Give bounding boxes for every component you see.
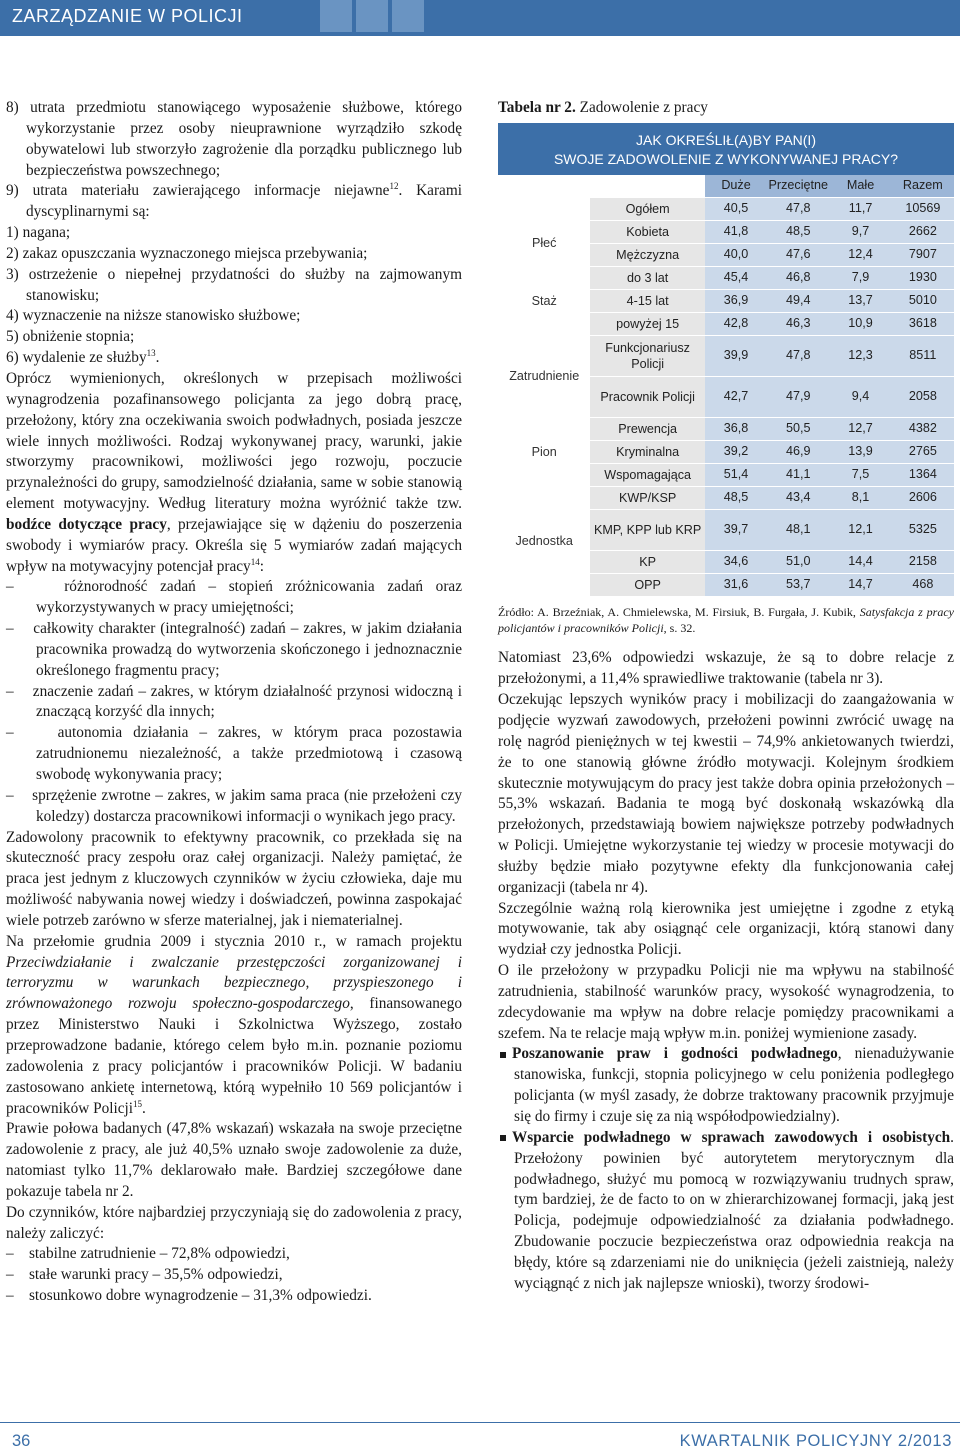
table-cell: 46,9 <box>767 441 829 464</box>
table-header-row <box>498 175 954 198</box>
column-header: Duże <box>705 175 767 198</box>
table-row <box>498 221 954 244</box>
paragraph: Na przełomie grudnia 2009 i stycznia 2010 r., w ramach projektu Przeciwdziałanie i zwalczanie przestępczości zorganizowanej i terroryzmu w warunkach bezpiecznego, przyspieszonego i zrównoważonego rozwoju społeczno-gospodarczego, finansowanego przez Ministerstwo Nauki i Szkolnictwa Wyższego, zostało przeprowadzone badanie, którego celem było m.in. poznanie poziomu zadowolenia z pracy policjantów i pracowników Policji. W badaniu zastosowano ankietę internetową, którą wypełniło 10 569 policjantów i pracowników Policji$^{15}$. <box>6 932 462 1117</box>
table-row <box>498 336 954 377</box>
table-cell: 47,9 <box>767 377 829 418</box>
row-label: Ogółem <box>590 198 705 221</box>
footer-divider <box>0 1422 960 1423</box>
table-cell: 48,5 <box>705 487 767 510</box>
column-header: Przeciętne <box>767 175 829 198</box>
table-cell: 43,4 <box>767 487 829 510</box>
table-cell: 47,6 <box>767 244 829 267</box>
table-cell: 9,7 <box>829 221 891 244</box>
list-item: 3) ostrzeżenie o niepełnej przydatności do służby na zajmowanym stanowisku; <box>6 265 462 304</box>
dash-item: – całkowity charakter (integralność) zadań – zakres, w jakim działania pracownika prowadzą do wytworzenia skończonego i jednoznacznie określonego fragmentu pracy; <box>6 620 462 679</box>
table-cell: 13,7 <box>829 290 891 313</box>
table-cell: 3618 <box>892 313 954 336</box>
dash-item: – stabilne zatrudnienie – 72,8% odpowiedzi, <box>6 1245 290 1263</box>
header-decor-square <box>320 0 352 32</box>
column-header: Małe <box>829 175 891 198</box>
paragraph: O ile przełożony w przypadku Policji nie ma wpływu na stabilność zatrudnienia, stabilność warunków pracy, wysokość wynagrodzenia, to zdecydowanie ma wpływ na dobre relacje pomiędzy pracownikami a szefem. Na te relacje mają wpływ m.in. poniżej wymienione zasady. <box>498 962 954 1042</box>
table-cell: 45,4 <box>705 267 767 290</box>
table-cell: 1930 <box>892 267 954 290</box>
table-cell: 14,7 <box>829 574 891 597</box>
table-cell: 1364 <box>892 464 954 487</box>
table-title: JAK OKREŚLIŁ(A)BY PAN(I) SWOJE ZADOWOLENIE Z WYKONYWANEJ PRACY? <box>498 123 954 175</box>
row-label: Kryminalna <box>590 441 705 464</box>
group-label: Płeć <box>498 221 590 267</box>
table-cell: 36,9 <box>705 290 767 313</box>
table-caption: Tabela nr 2. Zadowolenie z pracy <box>498 99 708 116</box>
row-label: Kobieta <box>590 221 705 244</box>
right-column <box>498 98 954 1295</box>
row-label: KP <box>590 551 705 574</box>
table-cell: 51,0 <box>767 551 829 574</box>
row-label: KMP, KPP lub KRP <box>590 510 705 551</box>
paragraph: Zadowolony pracownik to efektywny pracownik, co przekłada się na skuteczność pracy zespołu oraz całej organizacji. Należy pamiętać, że praca jest jednym z kluczowych czynników w życiu człowieka, daje mu możliwość nabywania nowej wiedzy i doświadczeń, powinna zaspokajać wiele potrzeb zarówno w sferze materialnej, jak i niematerialnej. <box>6 828 462 929</box>
bullet-item: Wsparcie podwładnego w sprawach zawodowych i osobistych. Przełożony powinien być autorytetem merytorycznym dla podwładnego, służyć mu pomocą w rozwiązywaniu trudnych spraw, tym bardziej, że de facto to on w zhierarchizowanej formacji, jaką jest Policja, podejmuje odpowiedzialność za działania podwładnego. Zbudowanie poczucie bezpieczeństwa oraz odpowiednia reakcja na błędy, które są zdarzeniami nie do uniknięcia (jeżeli zaistnieją, należy wyciągnąć z nich jak najlepsze wnioski), tworzy środowi- <box>498 1128 954 1295</box>
journal-name: KWARTALNIK POLICYJNY 2/2013 <box>679 1432 952 1450</box>
table-cell: 49,4 <box>767 290 829 313</box>
group-label: Staż <box>498 267 590 336</box>
table-cell: 40,0 <box>705 244 767 267</box>
table-row <box>498 267 954 290</box>
table-cell: 39,2 <box>705 441 767 464</box>
table-row <box>498 487 954 510</box>
table-cell: 47,8 <box>767 336 829 377</box>
table-cell: 46,8 <box>767 267 829 290</box>
table-cell: 8,1 <box>829 487 891 510</box>
row-label: do 3 lat <box>590 267 705 290</box>
table-row <box>498 198 954 221</box>
table-cell: 8511 <box>892 336 954 377</box>
table-cell: 41,8 <box>705 221 767 244</box>
table-cell: 48,5 <box>767 221 829 244</box>
paragraph: 9) utrata materiału zawierającego informacje niejawne$^{12}$. Karami dyscyplinarnymi są: <box>6 181 462 221</box>
bullet-item: Poszanowanie praw i godności podwładnego, nienadużywanie stanowiska, funkcji, stopnia policyjnego w celu poniżenia podległego policjanta (w myśl zasady, że dobrze traktowany pracownik przyjmuje się do firmy i czuje się za nią współodpowiedzialny). <box>498 1044 954 1127</box>
paragraph: Oprócz wymienionych, określonych w przepisach możliwości wynagrodzenia pozafinansowego policjanta za jego dobrą pracę, przełożony, który zna oczekiwania swoich podwładnych, posiada jeszcze wiele innych możliwości. Rodzaj wykonywanej pracy, warunki, jakie stworzymy pracownikowi, możliwości jego rozwoju, poczucie przynależności do grupy, samodzielność działania, same w sobie stanowią element motywacyjny. Według literatury można wyróżnić także tzw. bodźce dotyczące pracy, przejawiające się w dążeniu do poszerzenia swobody i wymiarów pracy. Określa się 5 wymiarów zadań mających wpływ na motywacyjny potencjał pracy$^{14}$: <box>6 369 462 575</box>
left-column <box>6 98 462 1307</box>
row-label: Funkcjonariusz Policji <box>590 336 705 377</box>
table-cell: 2058 <box>892 377 954 418</box>
group-label: Jednostka <box>498 487 590 597</box>
table-cell: 4382 <box>892 418 954 441</box>
table-cell: 47,8 <box>767 198 829 221</box>
paragraph: Oczekując lepszych wyników pracy i mobilizacji do zaangażowania w podjęcie wyzwań zawodowych, przełożeni powinni zwrócić uwagę na rolę nagród pieniężnych w tej kwestii – 74,9% ankietowanych twierdzi, że to one stanowią główne źródło motywacji. Kolejnym środkiem skutecznie motywującym do pracy jest także dobra opinia przełożonych – 55,3% wskazań. Badania te mogą być doskonałą wskazówką dla przełożonych, przedstawiają bowiem największe potrzeby podwładnych w Policji. Umiejętne wykorzystanie tej wiedzy w procesie motywacji do służby będzie miało pozytywne efekty dla funkcjonowania całej organizacji (tabela nr 4). <box>498 691 954 896</box>
table-cell: 7,9 <box>829 267 891 290</box>
group-label: Pion <box>498 418 590 487</box>
paragraph: Natomiast 23,6% odpowiedzi wskazuje, że są to dobre relacje z przełożonymi, a 11,4% sprawiedliwe traktowanie (tabela nr 3). <box>498 649 954 688</box>
table-cell: 12,1 <box>829 510 891 551</box>
table-cell: 50,5 <box>767 418 829 441</box>
row-label: OPP <box>590 574 705 597</box>
square-bullet-icon <box>500 1135 506 1141</box>
table-cell: 2606 <box>892 487 954 510</box>
table-cell: 10,9 <box>829 313 891 336</box>
table-cell: 468 <box>892 574 954 597</box>
paragraph: Szczególnie ważną rolą kierownika jest umiejętne i zgodne z etyką motywowanie, tak aby osiągnąć cele organizacji, którą stanowi dany wydział czy jednostka Policji. <box>498 899 954 959</box>
paragraph: 8) utrata przedmiotu stanowiącego wyposażenie służbowe, którego wykorzystanie przez osoby nieuprawnione wyrządziło szkodę obywatelowi lub stworzyło zagrożenie dla porządku publicznego lub bezpieczeństwa powszechnego; <box>6 99 462 179</box>
dash-item: – znaczenie zadań – zakres, w którym działalność przynosi widoczną i znaczącą korzyść dla innych; <box>6 682 462 721</box>
row-label: Prewencja <box>590 418 705 441</box>
list-item: 6) wydalenie ze służby$^{13}$. <box>6 348 160 367</box>
table-source: Źródło: A. Brzeźniak, A. Chmielewska, M. Firsiuk, B. Furgała, J. Kubik, Satysfakcja z pracy policjantów i pracowników Policji, s. 32. <box>498 604 954 635</box>
table-cell: 40,5 <box>705 198 767 221</box>
section-title: ZARZĄDZANIE W POLICJI <box>12 6 243 26</box>
footnote-ref: 13 <box>146 348 156 359</box>
page-number: 36 <box>12 1432 31 1450</box>
row-label: Pracownik Policji <box>590 377 705 418</box>
square-bullet-icon <box>500 1052 506 1058</box>
row-label: powyżej 15 <box>590 313 705 336</box>
row-label: KWP/KSP <box>590 487 705 510</box>
dash-item: – sprzężenie zwrotne – zakres, w jakim sama praca (nie przełożeni czy koledzy) dostarcza pracownikowi informacji o wynikach jego pracy. <box>6 786 462 825</box>
dash-item: – autonomia działania – zakres, w którym praca pozostawia zatrudnionemu niezależność, a także przedmiotową i czasową swobodę wykonywania pracy; <box>6 724 462 783</box>
table-cell: 42,8 <box>705 313 767 336</box>
table-cell: 36,8 <box>705 418 767 441</box>
header-decor-square <box>392 0 424 32</box>
group-label: Zatrudnienie <box>498 336 590 418</box>
paragraph: Do czynników, które najbardziej przyczyniają się do zadowolenia z pracy, należy zaliczyć: <box>6 1203 462 1242</box>
table-cell: 48,1 <box>767 510 829 551</box>
table-cell: 41,1 <box>767 464 829 487</box>
table-cell: 2765 <box>892 441 954 464</box>
table-cell: 5010 <box>892 290 954 313</box>
table-cell: 46,3 <box>767 313 829 336</box>
table-cell: 2662 <box>892 221 954 244</box>
list-item: 2) zakaz opuszczania wyznaczonego miejsca przebywania; <box>6 244 368 262</box>
list-item: 5) obniżenie stopnia; <box>6 328 135 346</box>
table-cell: 9,4 <box>829 377 891 418</box>
table-row <box>498 418 954 441</box>
table-cell: 42,7 <box>705 377 767 418</box>
table-cell: 31,6 <box>705 574 767 597</box>
table-cell: 5325 <box>892 510 954 551</box>
row-label: 4-15 lat <box>590 290 705 313</box>
table-cell: 7,5 <box>829 464 891 487</box>
table-cell: 39,9 <box>705 336 767 377</box>
header-decor-square <box>356 0 388 32</box>
column-header: Razem <box>892 175 954 198</box>
table-cell: 10569 <box>892 198 954 221</box>
footnote-ref: 14 <box>250 556 260 567</box>
dash-item: – stałe warunki pracy – 35,5% odpowiedzi, <box>6 1266 283 1284</box>
satisfaction-table <box>498 175 954 597</box>
table-cell: 53,7 <box>767 574 829 597</box>
footnote-ref: 12 <box>389 181 399 192</box>
paragraph: Prawie połowa badanych (47,8% wskazań) wskazała na swoje przeciętne zadowolenie z pracy, ale już 40,5% uznało swoje zadowolenie za duże, natomiast tylko 11,7% deklarowało małe. Bardziej szczegółowe dane pokazuje tabela nr 2. <box>6 1120 462 1200</box>
row-label: Mężczyzna <box>590 244 705 267</box>
table-cell: 7907 <box>892 244 954 267</box>
table-cell: 12,7 <box>829 418 891 441</box>
table-cell: 14,4 <box>829 551 891 574</box>
bold-term: bodźce dotyczące pracy <box>6 515 167 533</box>
section-header <box>0 0 960 36</box>
table-cell: 12,3 <box>829 336 891 377</box>
dash-item: – różnorodność zadań – stopień zróżnicowania zadań oraz wykorzystywanych w pracy umiejętności; <box>6 578 462 617</box>
dash-item: – stosunkowo dobre wynagrodzenie – 31,3% odpowiedzi. <box>6 1287 372 1305</box>
row-label: Wspomagająca <box>590 464 705 487</box>
list-item: 4) wyznaczenie na niższe stanowisko służbowe; <box>6 307 301 325</box>
table-cell: 11,7 <box>829 198 891 221</box>
table-cell: 2158 <box>892 551 954 574</box>
table-cell: 39,7 <box>705 510 767 551</box>
list-item: 1) nagana; <box>6 224 71 242</box>
footnote-ref: 15 <box>133 1098 143 1109</box>
project-title: Przeciwdziałanie i zwalczanie przestępczości zorganizowanej i terroryzmu w warunkach bezpiecznego, przyspieszonego i zrównoważonego rozwoju społeczno-gospodarczego <box>6 953 462 1013</box>
table-cell: 34,6 <box>705 551 767 574</box>
table-cell: 12,4 <box>829 244 891 267</box>
table-cell: 51,4 <box>705 464 767 487</box>
table-cell: 13,9 <box>829 441 891 464</box>
